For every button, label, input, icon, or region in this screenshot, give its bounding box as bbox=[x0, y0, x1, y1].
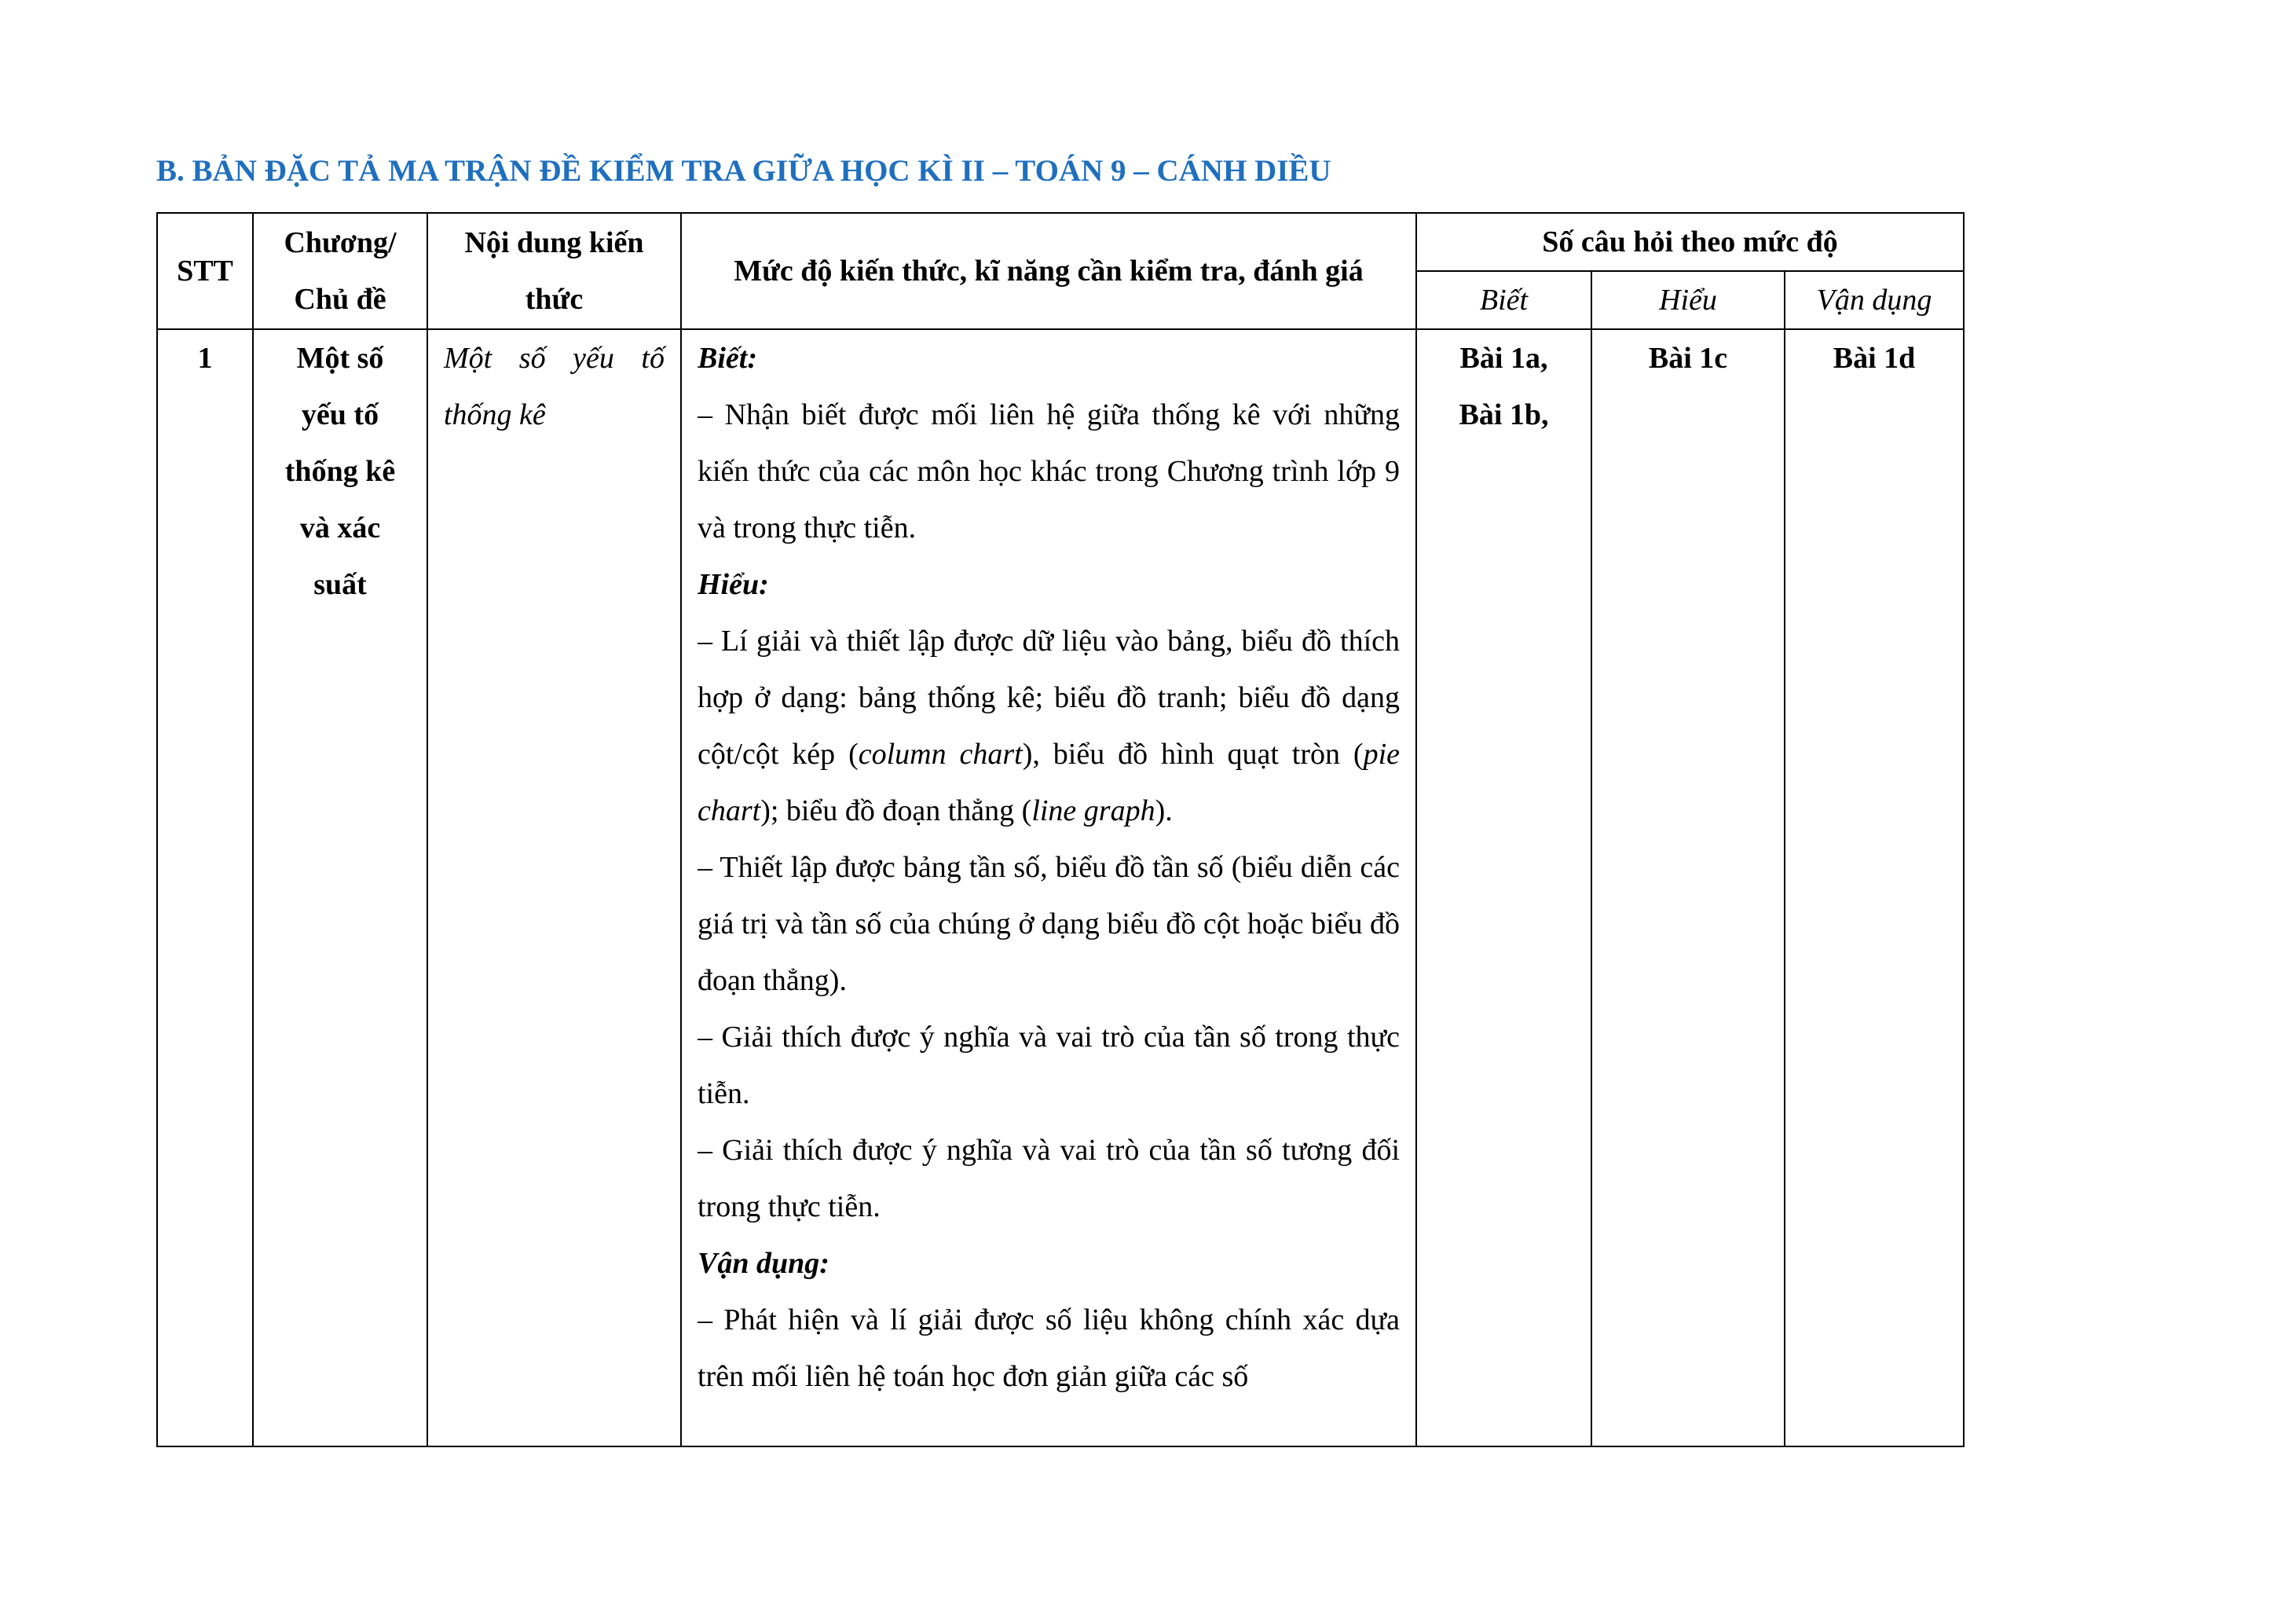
header-socauhoi bbox=[1416, 213, 1964, 271]
level-item-text: ), biểu đồ hình quạt tròn ( bbox=[1022, 738, 1364, 771]
level-item-text: ). bbox=[1155, 794, 1173, 827]
biet-count-item: Bài 1a, bbox=[1459, 342, 1548, 375]
header-vandung-label: Vận dụng bbox=[1816, 284, 1932, 317]
level-item: – Nhận biết được mối liên hệ giữa thống kê với những kiến thức của các môn học khác trong Chương trình lớp 9 và trong thực tiễn. bbox=[698, 398, 1400, 544]
header-mucdo bbox=[681, 213, 1416, 329]
level-item: – Giải thích được ý nghĩa và vai trò của tần số trong thực tiễn. bbox=[698, 1021, 1400, 1110]
header-chuong bbox=[253, 213, 427, 329]
vandung-count-item: Bài 1d bbox=[1833, 342, 1916, 375]
level-heading-biet: Biết: bbox=[698, 342, 757, 375]
header-stt bbox=[157, 213, 253, 329]
level-item-emphasis: line graph bbox=[1031, 794, 1155, 827]
header-noidung bbox=[427, 213, 681, 329]
table-row bbox=[157, 329, 1964, 1446]
row-noidung-value: Một số yếu tố thống kê bbox=[444, 342, 665, 431]
row-vandung-count bbox=[1785, 329, 1964, 1446]
header-hieu bbox=[1591, 271, 1785, 329]
row-hieu-count bbox=[1591, 329, 1785, 1446]
row-chuong-line: yếu tố bbox=[301, 398, 379, 431]
level-item: – Phát hiện và lí giải được số liệu không chính xác dựa trên mối liên hệ toán học đơn giản giữa các số bbox=[698, 1303, 1400, 1393]
level-heading-hieu: Hiểu: bbox=[698, 568, 769, 601]
header-biet-label: Biết bbox=[1479, 284, 1529, 317]
level-item: – Giải thích được ý nghĩa và vai trò của tần số tương đối trong thực tiễn. bbox=[698, 1134, 1400, 1223]
header-biet bbox=[1416, 271, 1591, 329]
header-chuong-line1: Chương/ bbox=[284, 226, 397, 259]
row-noidung bbox=[427, 329, 681, 1446]
specification-table bbox=[156, 212, 1965, 1447]
row-chuong bbox=[253, 329, 427, 1446]
header-hieu-label: Hiểu bbox=[1659, 284, 1717, 317]
level-item bbox=[698, 613, 1400, 839]
row-chuong-line: suất bbox=[313, 568, 367, 601]
row-mucdo bbox=[681, 329, 1416, 1446]
level-item-emphasis: column chart bbox=[858, 738, 1023, 771]
row-chuong-line: Một số bbox=[296, 342, 384, 375]
header-stt-label: STT bbox=[177, 255, 233, 288]
header-noidung-line1: Nội dung kiến bbox=[464, 226, 644, 259]
row-chuong-line: và xác bbox=[299, 511, 381, 544]
header-row bbox=[157, 213, 1964, 271]
level-item-text: ); biểu đồ đoạn thẳng ( bbox=[760, 794, 1032, 827]
row-stt bbox=[157, 329, 253, 1446]
level-item-emphasis: pie chart bbox=[698, 738, 1400, 827]
header-mucdo-label: Mức độ kiến thức, kĩ năng cần kiểm tra, đánh giá bbox=[734, 255, 1364, 288]
header-socauhoi-label: Số câu hỏi theo mức độ bbox=[1542, 225, 1838, 258]
row-biet-count bbox=[1416, 329, 1591, 1446]
biet-count-item: Bài 1b, bbox=[1459, 398, 1549, 431]
row-chuong-line: thống kê bbox=[284, 455, 396, 488]
hieu-count-item: Bài 1c bbox=[1648, 342, 1728, 375]
level-heading-vandung: Vận dụng: bbox=[698, 1247, 829, 1280]
row-stt-value: 1 bbox=[197, 342, 213, 375]
header-chuong-line2: Chủ đề bbox=[294, 283, 386, 316]
header-noidung-line2: thức bbox=[525, 283, 584, 316]
header-vandung bbox=[1785, 271, 1964, 329]
page-title: B. BẢN ĐẶC TẢ MA TRẬN ĐỀ KIỂM TRA GIỮA HỌC KÌ II – TOÁN 9 – CÁNH DIỀU bbox=[156, 154, 1331, 188]
level-item: – Thiết lập được bảng tần số, biểu đồ tần số (biểu diễn các giá trị và tần số của chúng ở dạng biểu đồ cột hoặc biểu đồ đoạn thẳng). bbox=[698, 851, 1400, 997]
level-item-text: – Lí giải và thiết lập được dữ liệu vào bảng, biểu đồ thích hợp ở dạng: bảng thống kê; biểu đồ tranh; biểu đồ dạng cột/cột kép ( bbox=[698, 625, 1400, 771]
